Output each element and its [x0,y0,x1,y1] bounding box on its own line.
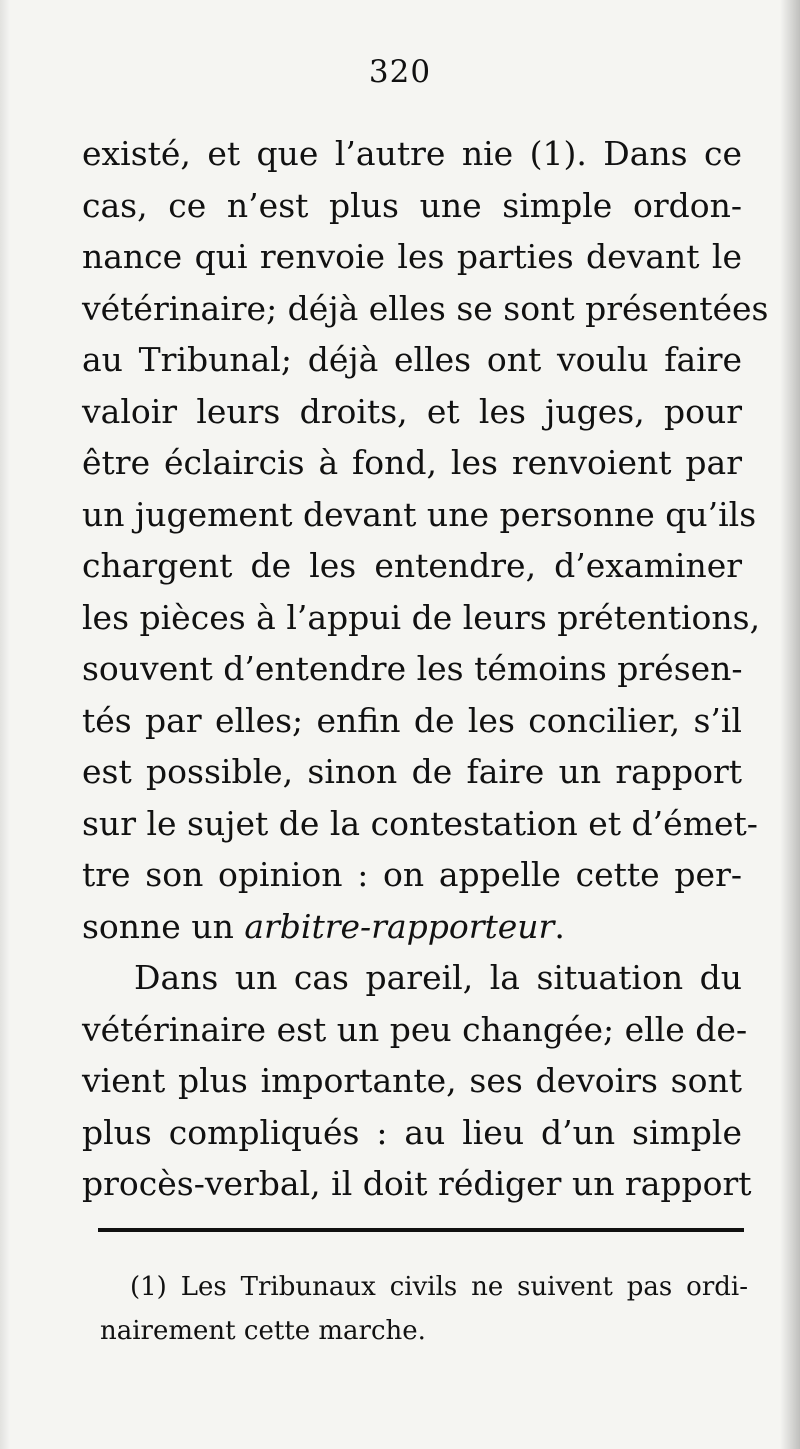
text-line: au Tribunal; déjà elles ont voulu faire [82,340,742,379]
text-line: nance qui renvoie les parties devant le [82,237,742,276]
text-line: existé, et que l’autre nie (1). Dans ce [82,134,742,173]
page-edge-shadow [780,0,800,1449]
body-text [82,128,769,1210]
text-segment: . [554,906,565,946]
text-line: vétérinaire est un peu changée; elle de- [82,1009,748,1049]
text-line: chargent de les entendre, d’examiner [82,546,742,585]
text-line: sur le sujet de la contestation et d’émet- [82,803,758,843]
text-line: tre son opinion : on appelle cette per- [82,855,742,894]
text-line: un jugement devant une personne qu’ils [82,494,757,534]
footnote [100,1265,748,1353]
text-line: est possible, sinon de faire un rapport [82,752,742,791]
italic-term: arbitre-rapporteur [244,906,555,946]
text-line: cas, ce n’est plus une simple ordon- [82,185,742,225]
footnote-line: (1) Les Tribunaux civils ne suivent pas ordi- [130,1272,748,1302]
text-line: souvent d’entendre les témoins présen- [82,649,743,688]
text-line: valoir leurs droits, et les juges, pour [82,391,742,431]
text-line-paragraph-start: Dans un cas pareil, la situation du [134,958,742,997]
text-line: les pièces à l’appui de leurs prétentions, [82,597,761,637]
text-line: procès-verbal, il doit rédiger un rapport [82,1164,752,1203]
page-gutter-shadow [0,0,10,1449]
footnote-line: nairement cette marche. [100,1316,426,1346]
page-number: 320 [368,54,432,90]
text-line: vient plus importante, ses devoirs sont [82,1061,742,1100]
footnote-separator-rule [98,1228,744,1232]
text-line: être éclaircis à fond, les renvoient par [82,443,742,482]
text-line: plus compliqués : au lieu d’un simple [82,1112,742,1152]
text-segment: sonne un [82,906,245,946]
text-line: tés par elles; enfin de les concilier, s’il [82,700,742,740]
text-line-paragraph-end [82,901,742,953]
text-line: vétérinaire; déjà elles se sont présentées [82,288,769,328]
